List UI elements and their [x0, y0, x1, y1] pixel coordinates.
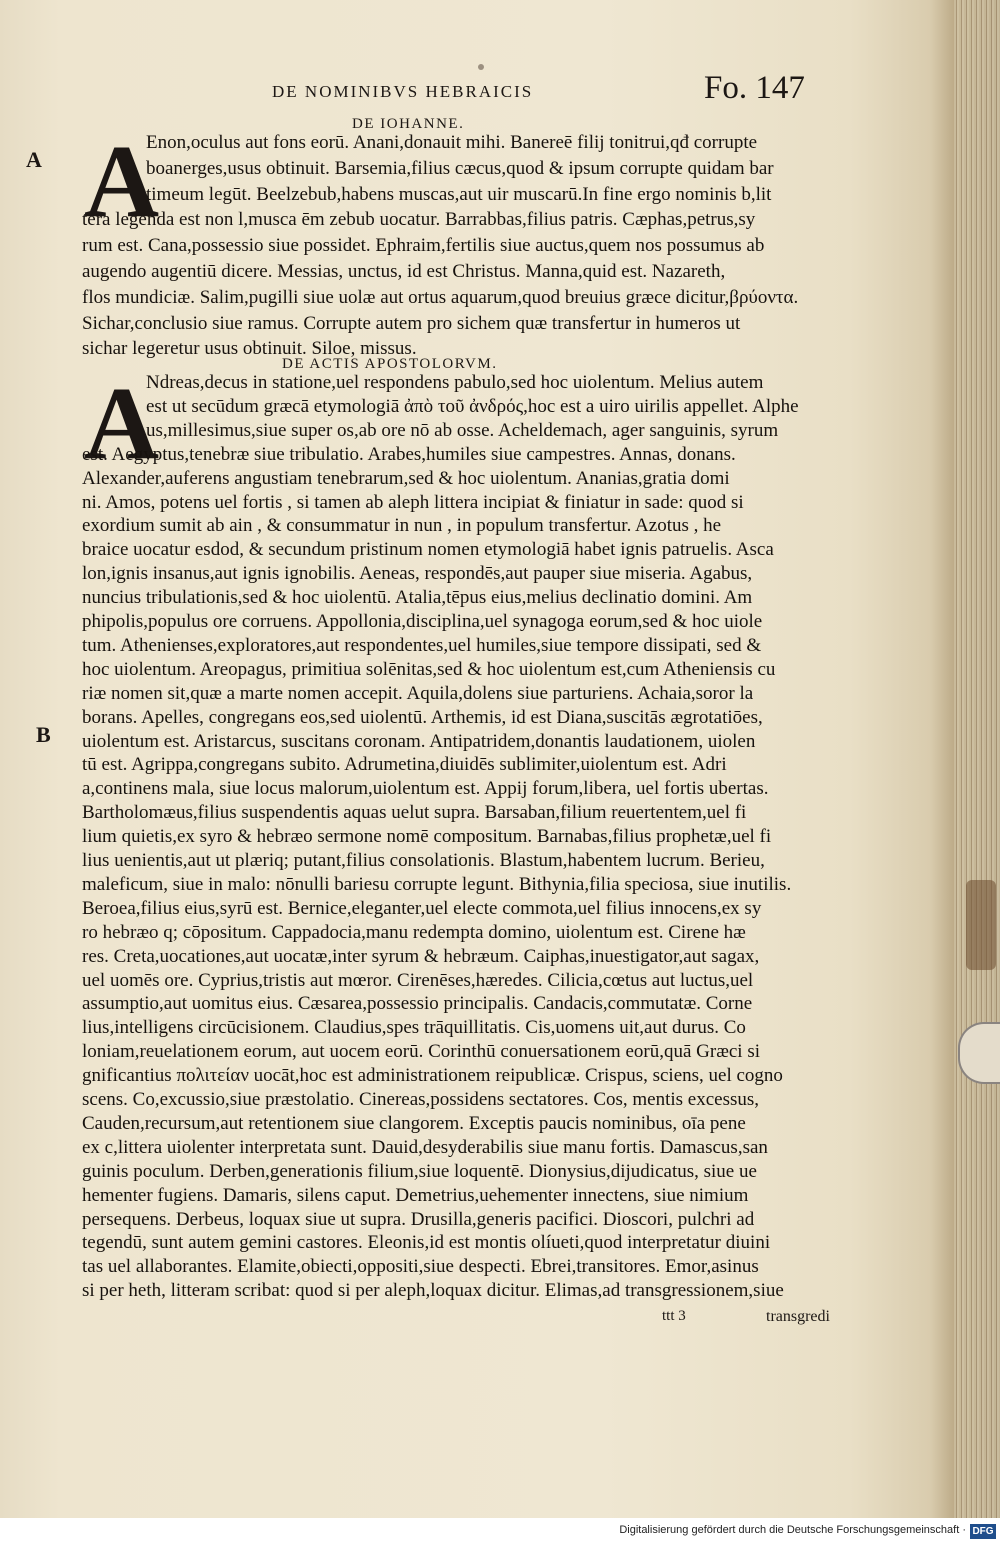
signature-mark: ttt 3 — [662, 1308, 686, 1324]
section-heading-actis: DE ACTIS APOSTOLORVM. — [282, 356, 498, 372]
text-line: timeum legūt. Beelzebub,habens muscas,aut uir muscarū.In fine ergo nominis b,lit — [146, 183, 772, 205]
text-line: est. Aegyptus,tenebræ siue tribulatio. Arabes,humiles siue campestres. Annas, donans. — [82, 443, 736, 465]
text-line: maleficum, siue in malo: nōnulli bariesu corrupte legunt. Bithynia,filia speciosa, siue inutilis. — [82, 873, 792, 895]
page-fore-edge — [954, 0, 1000, 1518]
text-line: tas uel allaborantes. Elamite,obiecti,oppositi,siue despecti. Ebrei,transitores. Emor,asinus — [82, 1256, 759, 1278]
text-line: uel uomēs ore. Cyprius,tristis aut mœror. Cirenēses,hæredes. Cilicia,cœtus aut luctus,uel — [82, 969, 754, 991]
text-line: boanerges,usus obtinuit. Barsemia,filius cæcus,quod & ipsum corrupte quidam bar — [146, 157, 774, 179]
text-line: guinis poculum. Derben,generationis filium,siue loquentē. Dionysius,dijudicatus, siue ue — [82, 1160, 757, 1182]
text-line: hementer fugiens. Damaris, silens caput. Demetrius,uehementer innectens, siue nimium — [82, 1184, 749, 1206]
text-line: lon,ignis insanus,aut ignis ignobilis. Aeneas, respondēs,aut pauper siue miseria. Agabus, — [82, 563, 753, 585]
dfg-logo: DFG — [970, 1524, 996, 1539]
text-line: Ndreas,decus in statione,uel respondens pabulo,sed hoc uiolentum. Melius autem — [146, 372, 764, 393]
text-line: gnificantius πολιτείαν uocāt,hoc est administrationem reipublicæ. Crispus, sciens, uel cogno — [82, 1065, 783, 1087]
text-line: flos mundiciæ. Salim,pugilli siue uolæ aut ortus aquarum,quod breuius græce dicitur,βρύοντα. — [82, 286, 799, 308]
text-line: Alexander,auferens angustiam tenebrarum,sed & hoc uiolentum. Ananias,gratia domi — [82, 467, 730, 489]
drop-cap-actis: A — [84, 366, 160, 481]
catchword: transgredi — [766, 1308, 830, 1325]
text-line: Enon,oculus aut fons eorū. Anani,donauit mihi. Banereē filij tonitrui,qđ corrupte — [146, 132, 758, 153]
folio-number: Fo. 147 — [704, 70, 805, 106]
section-heading-iohanne: DE IOHANNE. — [352, 116, 465, 132]
text-line: loniam,reuelationem eorum, aut uocem eorū. Corinthū conuersationem eorū,quā Græci si — [82, 1041, 760, 1063]
text-line: ni. Amos, potens uel fortis , si tamen ab aleph littera incipiat & finiatur in sade: quod si — [82, 491, 744, 513]
text-line: sichar legeretur usus obtinuit. Siloe, missus. — [82, 338, 417, 360]
text-line: tū est. Agrippa,congregans subito. Adrumetina,diuidēs sublimiter,uiolentum est. Adri — [82, 754, 727, 776]
text-line: hoc uiolentum. Areopagus, primitiua solēnitas,sed & hoc uiolentum est,cum Atheniensis cu — [82, 658, 776, 680]
text-line: braice uocatur esdod, & secundum pristinum nomen etymologiā habet ignis patruelis. Asca — [82, 539, 774, 561]
text-line: lium quietis,ex syro & hebræo sermone nomē compositum. Barnabas,filius prophetæ,uel fi — [82, 826, 772, 848]
text-line: us,millesimus,siue super os,ab ore nō ab osse. Acheldemach, ager sanguinis, syrum — [146, 419, 779, 441]
text-line: phipolis,populus ore corruens. Appollonia,disciplina,uel synagoga eorum,sed & hoc uiole — [82, 611, 763, 632]
text-line: ro hebræo q; cōpositum. Cappadocia,manu redempta domino, uiolentum est. Cirene hæ — [82, 921, 746, 943]
text-line: Sichar,conclusio siue ramus. Corrupte autem pro sichem quæ transfertur in humeros ut — [82, 312, 741, 334]
text-line: augendo augentiū dicere. Messias, unctus, id est Christus. Manna,quid est. Nazareth, — [82, 261, 726, 282]
ink-dot — [478, 64, 484, 70]
text-line: rum est. Cana,possessio siue possidet. Ephraim,fertilis siue auctus,quem nos possumus ab — [82, 235, 765, 257]
text-line: est ut secūdum græcā etymologiā ἀπὸ τοῦ ἀνδρός,hoc est a uiro uirilis appellet. Alphe — [146, 395, 799, 417]
text-line: tegendū, sunt autem gemini castores. Eleonis,id est montis olíueti,quod interpretatur diuini — [82, 1232, 771, 1254]
text-line: lius,intelligens circūcisionem. Claudius,spes trāquillitatis. Cis,uomens uit,aut durus. Co — [82, 1017, 746, 1039]
footer-credit: Digitalisierung gefördert durch die Deutsche Forschungsgemeinschaft · — [619, 1524, 966, 1536]
text-line: ex c,littera uiolenter interpretata sunt. Dauid,desyderabilis siue manu fortis. Damascus,san — [82, 1136, 768, 1158]
text-line: assumptio,aut uomitus eius. Cæsarea,possessio principalis. Candacis,commutatæ. Corne — [82, 993, 753, 1015]
drop-cap-iohanne: A — [84, 124, 160, 239]
margin-stain — [966, 880, 996, 970]
text-line: uiolentum est. Aristarcus, suscitans coronam. Antipatridem,donantis laudationem, uiolen — [82, 730, 756, 752]
text-line: a,continens mala, siue locus malorum,uiolentum est. Appij forum,libera, uel fortis ubertas. — [82, 778, 769, 800]
text-line: Bartholomæus,filius suspendentis aquas uelut supra. Barsaban,filium reuertentem,uel fi — [82, 802, 747, 824]
text-line: lius uenientis,aut ut plæriq; putant,filius consolationis. Blastum,habentem lucrum. Berieu, — [82, 850, 765, 871]
bookmark-tab — [958, 1022, 1000, 1084]
text-line: si per heth, litteram scribat: quod si per aleph,loquax dicitur. Elimas,ad transgressionem,siue — [82, 1280, 784, 1302]
text-line: riæ nomen sit,quæ a marte nomen accepit. Aquila,dolens siue parturiens. Achaia,soror la — [82, 682, 754, 704]
running-title: DE NOMINIBVS HEBRAICIS — [272, 82, 534, 101]
text-line: borans. Apelles, congregans eos,sed uiolentū. Arthemis, id est Diana,suscitās ægrotatiōes, — [82, 706, 763, 728]
margin-letter-b: B — [36, 722, 51, 747]
digitization-footer — [0, 1518, 1000, 1546]
text-line: tera legenda est non l,musca ēm zebub uocatur. Barrabbas,filius patris. Cæphas,petrus,sy — [82, 209, 756, 231]
text-line: tum. Athenienses,exploratores,aut respondentes,uel humiles,siue tempore dissipati, sed & — [82, 634, 762, 656]
margin-letter-a: A — [26, 147, 42, 172]
text-line: res. Creta,uocationes,aut uocatæ,inter syrum & hebræum. Caiphas,inuestigator,aut sagax, — [82, 945, 760, 967]
text-line: nuncius tribulationis,sed & hoc uiolentū. Atalia,tēpus eius,melius declinatio domini. Am — [82, 587, 753, 609]
text-line: scens. Co,excussio,siue præstolatio. Cinereas,possidens sectatores. Cos, mentis excessus, — [82, 1089, 760, 1110]
text-line: Beroea,filius eius,syrū est. Bernice,eleganter,uel electe commota,uel filius innocens,ex sy — [82, 897, 762, 919]
text-line: Cauden,recursum,aut retentionem siue clangorem. Exceptis paucis nominibus, oīa pene — [82, 1112, 746, 1134]
text-line: exordium sumit ab ain , & consummatur in nun , in populum transfertur. Azotus , he — [82, 515, 722, 537]
text-line: persequens. Derbeus, loquax siue ut supra. Drusilla,generis pacifici. Dioscori, pulchri ad — [82, 1208, 755, 1230]
